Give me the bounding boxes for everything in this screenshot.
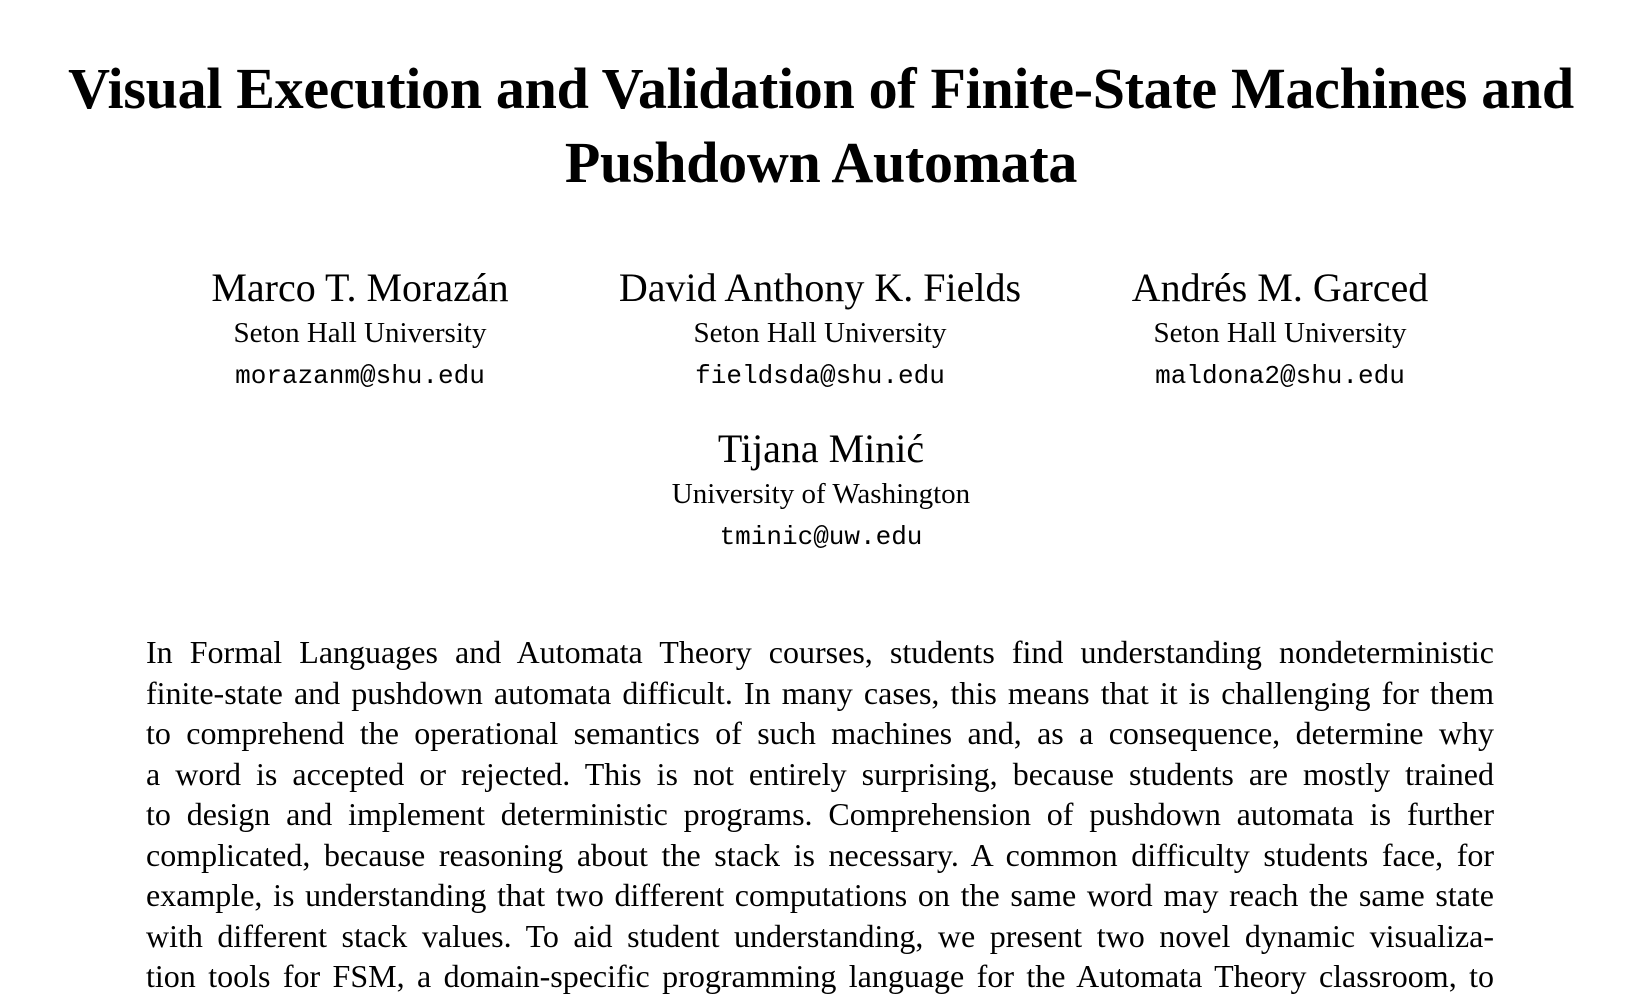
abstract-line: to comprehend the operational semantics of such machines and, as a consequence, determine why <box>146 715 1494 751</box>
author-affiliation: Seton Hall University <box>233 317 487 349</box>
paper-title-line-1: Visual Execution and Validation of Finite-State Machines and <box>68 56 1574 121</box>
author-affiliation: Seton Hall University <box>1153 317 1407 349</box>
paper-title <box>0 52 1642 200</box>
abstract-line: finite-state and pushdown automata difficult. In many cases, this means that it is challenging for them <box>146 674 1494 711</box>
abstract-line: with different stack values. To aid student understanding, we present two novel dynamic visualiza- <box>146 917 1494 954</box>
author-block <box>621 425 1021 554</box>
author-block <box>600 264 1040 393</box>
author-affiliation: Seton Hall University <box>693 317 947 349</box>
author-affiliation: University of Washington <box>671 478 971 510</box>
abstract-line: to design and implement deterministic programs. Comprehension of pushdown automata is further <box>146 796 1494 832</box>
author-name: Andrés M. Garced <box>1131 265 1429 310</box>
author-block <box>160 264 560 393</box>
author-email: fieldsda@shu.edu <box>695 361 945 391</box>
paper-title-line-2: Pushdown Automata <box>564 130 1078 195</box>
abstract-line: complicated, because reasoning about the stack is necessary. A common difficulty students face, for <box>146 836 1494 873</box>
author-name: Marco T. Morazán <box>211 265 509 310</box>
abstract-line: a word is accepted or rejected. This is not entirely surprising, because students are mostly trained <box>146 755 1494 792</box>
author-name: David Anthony K. Fields <box>618 265 1022 310</box>
abstract-line: example, is understanding that two different computations on the same word may reach the same state <box>146 877 1494 913</box>
author-email: tminic@uw.edu <box>719 522 923 552</box>
author-name: Tijana Minić <box>717 426 925 471</box>
abstract-text <box>146 632 1494 997</box>
author-email: morazanm@shu.edu <box>235 361 485 391</box>
abstract-line: tion tools for FSM, a domain-specific programming language for the Automata Theory classroom, to <box>146 958 1494 994</box>
author-email: maldona2@shu.edu <box>1155 361 1405 391</box>
abstract-line: In Formal Languages and Automata Theory courses, students find understanding nondeterministic <box>146 634 1494 670</box>
author-block <box>1080 264 1480 393</box>
